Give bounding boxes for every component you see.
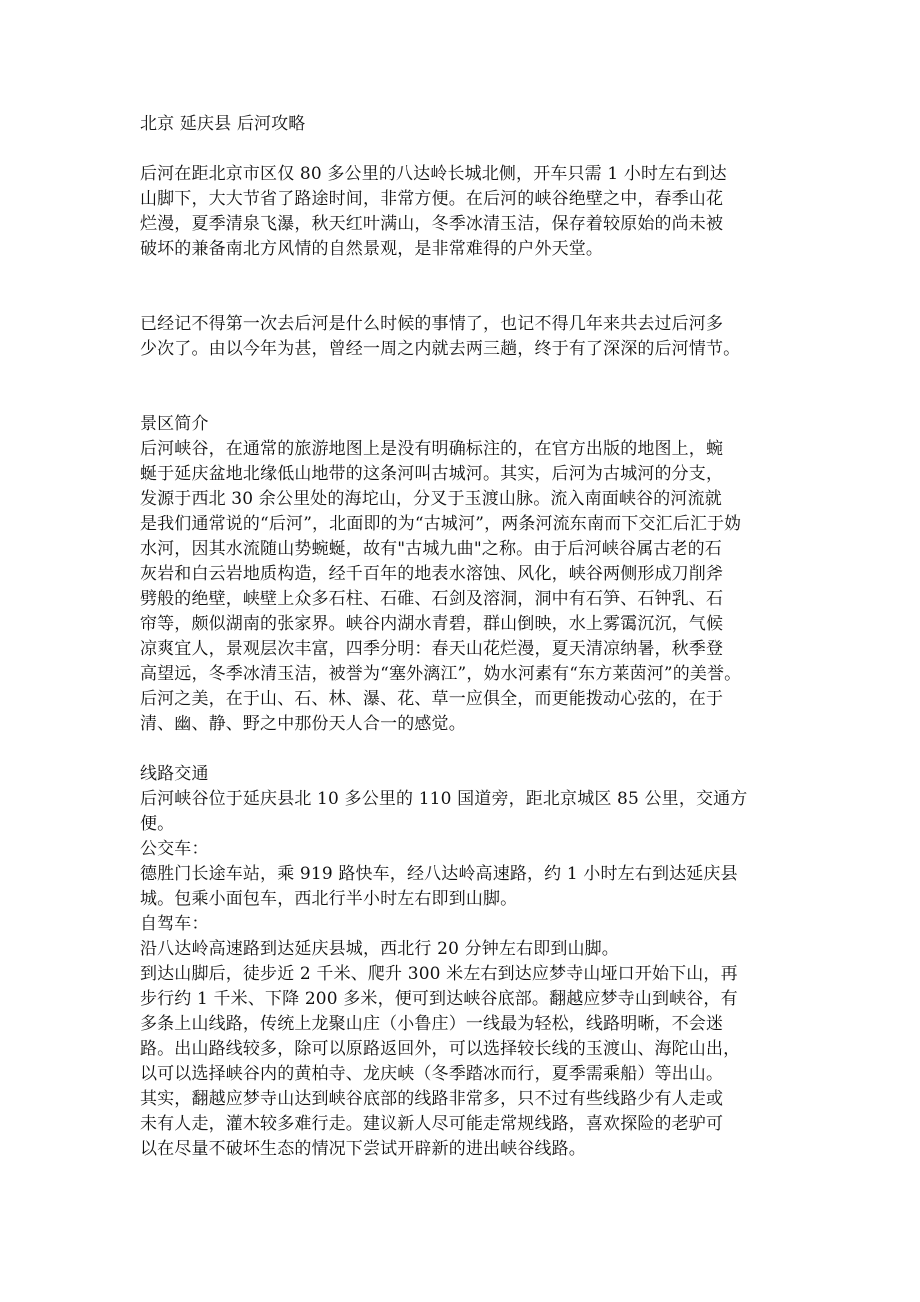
text-line: 沿八达岭高速路到达延庆县城，西北行 20 分钟左右即到山脚。	[140, 939, 619, 959]
memory-paragraph	[140, 312, 780, 362]
text-line: 高望远，冬季冰清玉洁，被誉为“塞外漓江”，妫水河素有“东方莱茵河”的美誉。	[140, 664, 742, 684]
traffic-section	[140, 762, 780, 1162]
bus-subheading: 公交车：	[140, 839, 209, 859]
text-line: 后河峡谷，在通常的旅游地图上是没有明确标注的，在官方出版的地图上，蜿	[140, 439, 724, 459]
text-line: 便。	[140, 814, 175, 834]
text-line: 蜒于延庆盆地北缘低山地带的这条河叫古城河。其实，后河为古城河的分支，	[140, 464, 724, 484]
text-line: 少次了。由以今年为甚，曾经一周之内就去两三趟，终于有了深深的后河情节。	[140, 339, 741, 359]
intro-paragraph	[140, 162, 780, 262]
text-line: 发源于西北 30 余公里处的海坨山，分叉于玉渡山脉。流入南面峡谷的河流就	[140, 489, 722, 509]
text-line: 以可以选择峡谷内的黄柏寺、龙庆峡（冬季踏冰而行，夏季需乘船）等出山。	[140, 1064, 724, 1084]
text-line: 烂漫，夏季清泉飞瀑，秋天红叶满山，冬季冰清玉洁，保存着较原始的尚未被	[140, 214, 724, 234]
self-drive-subheading: 自驾车：	[140, 914, 209, 934]
scenic-section	[140, 412, 780, 737]
text-line: 后河在距北京市区仅 80 多公里的八达岭长城北侧，开车只需 1 小时左右到达	[140, 164, 727, 184]
text-line: 路。出山路线较多，除可以原路返回外，可以选择较长线的玉渡山、海陀山出，	[140, 1039, 741, 1059]
article-body	[140, 112, 780, 1162]
text-line: 其实，翻越应梦寺山达到峡谷底部的线路非常多，只不过有些线路少有人走或	[140, 1089, 724, 1109]
text-line: 水河，因其水流随山势蜿蜒，故有"古城九曲"之称。由于后河峡谷属古老的石	[140, 539, 722, 559]
text-line: 破坏的兼备南北方风情的自然景观，是非常难得的户外天堂。	[140, 239, 604, 259]
text-line: 后河之美，在于山、石、林、瀑、花、草一应俱全，而更能拨动心弦的，在于	[140, 689, 724, 709]
text-line: 已经记不得第一次去后河是什么时候的事情了，也记不得几年来共去过后河多	[140, 314, 724, 334]
text-line: 帘等，颇似湖南的张家界。峡谷内湖水青碧，群山倒映，水上雾霭沉沉，气候	[140, 614, 724, 634]
text-line: 多条上山线路，传统上龙聚山庄（小鲁庄）一线最为轻松，线路明晰，不会迷	[140, 1014, 724, 1034]
text-line: 灰岩和白云岩地质构造，经千百年的地表水溶蚀、风化，峡谷两侧形成刀削斧	[140, 564, 724, 584]
text-line: 步行约 1 千米、下降 200 多米，便可到达峡谷底部。翻越应梦寺山到峡谷，有	[140, 989, 738, 1009]
text-line: 山脚下，大大节省了路途时间，非常方便。在后河的峡谷绝壁之中，春季山花	[140, 189, 724, 209]
text-line: 是我们通常说的“后河”，北面即的为“古城河”，两条河流东南而下交汇后汇于妫	[140, 514, 742, 534]
text-line: 德胜门长途车站，乘 919 路快车，经八达岭高速路，约 1 小时左右到达延庆县	[140, 864, 738, 884]
scenic-heading: 景区简介	[140, 414, 209, 434]
text-line: 凉爽宜人，景观层次丰富，四季分明：春天山花烂漫，夏天清凉纳暑，秋季登	[140, 639, 724, 659]
article-title: 北京 延庆县 后河攻略	[140, 114, 306, 134]
text-line: 劈般的绝壁，峡壁上众多石柱、石碓、石剑及溶洞，洞中有石笋、石钟乳、石	[140, 589, 724, 609]
text-line: 后河峡谷位于延庆县北 10 多公里的 110 国道旁，距北京城区 85 公里，交通方	[140, 789, 748, 809]
text-line: 城。包乘小面包车，西北行半小时左右即到山脚。	[140, 889, 518, 909]
text-line: 以在尽量不破坏生态的情况下尝试开辟新的进出峡谷线路。	[140, 1139, 586, 1159]
text-line: 未有人走，灌木较多难行走。建议新人尽可能走常规线路，喜欢探险的老驴可	[140, 1114, 724, 1134]
text-line: 到达山脚后，徒步近 2 千米、爬升 300 米左右到达应梦寺山垭口开始下山，再	[140, 964, 738, 984]
text-line: 清、幽、静、野之中那份天人合一的感觉。	[140, 714, 466, 734]
traffic-heading: 线路交通	[140, 764, 209, 784]
